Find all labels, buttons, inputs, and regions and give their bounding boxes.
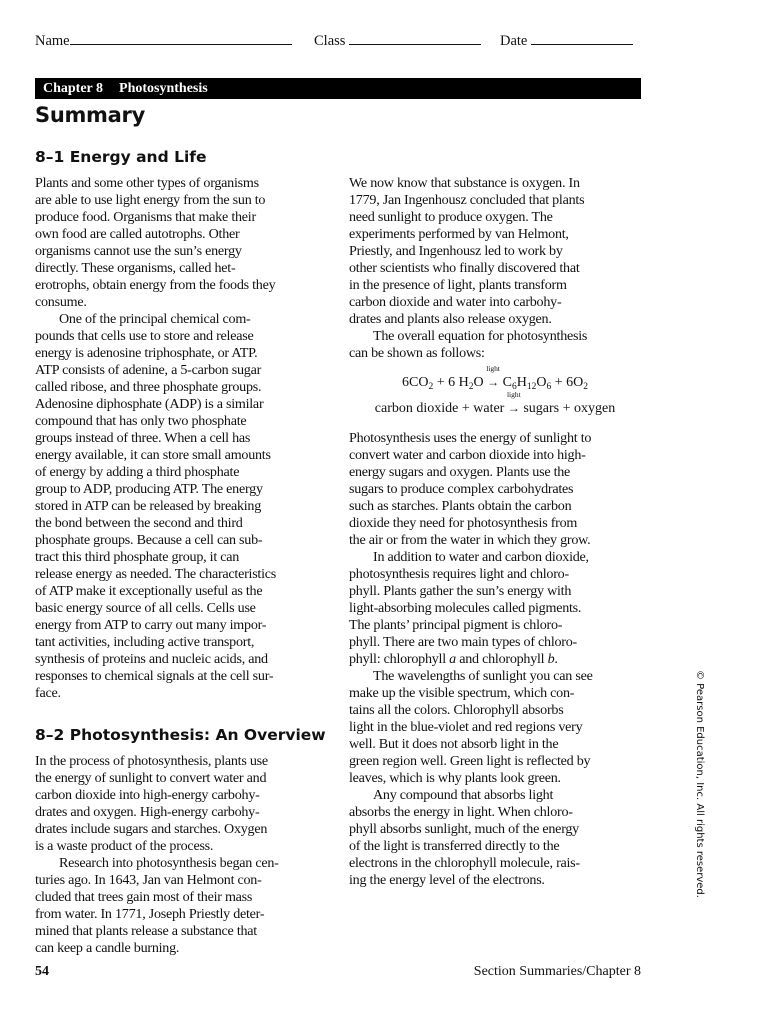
eq-glucose-h-sub: 12 <box>526 382 537 392</box>
text-line: well. But it does not absorb light in the <box>349 736 559 752</box>
text-line: light in the blue-violet and red regions very <box>349 719 583 735</box>
chemical-equation <box>349 364 641 392</box>
text-line: energy available, it can store small amounts <box>35 447 271 463</box>
copyright-text: © Pearson Education, Inc. All rights reserved. <box>694 670 705 898</box>
name-label: Name <box>35 33 70 49</box>
text-line: release energy as needed. The characteristics <box>35 566 276 582</box>
text-line: synthesis of proteins and nucleic acids, and <box>35 651 268 667</box>
text-line: of the light is transferred directly to the <box>349 838 560 854</box>
text-line: face. <box>35 685 61 701</box>
text-line: electrons in the chlorophyll molecule, rais- <box>349 855 580 871</box>
text-line: energy from ATP to carry out many impor- <box>35 617 267 633</box>
eq-glucose-c-sub: 6 <box>511 382 517 392</box>
text-line: the energy of sunlight to convert water and <box>35 770 267 786</box>
text-line: The wavelengths of sunlight you can see <box>373 668 593 684</box>
text-line: erotrophs, obtain energy from the foods they <box>35 277 276 293</box>
page-number: 54 <box>35 964 49 979</box>
text-line: In addition to water and carbon dioxide, <box>373 549 589 565</box>
word-eq-reactants: carbon dioxide + water <box>374 401 508 416</box>
text-line: is a waste product of the process. <box>35 838 214 854</box>
text-line: energy is adenosine triphosphate, or ATP. <box>35 345 258 361</box>
eq-water-sub: 2 <box>468 382 474 392</box>
text-line: phyll. There are two main types of chloro- <box>349 634 577 650</box>
text-line: directly. These organisms, called het- <box>35 260 236 276</box>
section-2-text <box>35 753 335 957</box>
eq-water-o: O <box>473 375 488 390</box>
text-line: stored in ATP can be released by breaking <box>35 498 262 514</box>
chapter-number: Chapter 8 <box>43 81 104 96</box>
text-line: mined that plants release a substance that <box>35 923 257 939</box>
text-line: drates and oxygen. High-energy carbohy- <box>35 804 260 820</box>
header-fields <box>35 30 641 52</box>
text-line: Photosynthesis uses the energy of sunlight to <box>349 430 592 446</box>
text-line: cluded that trees gain most of their mass <box>35 889 253 905</box>
date-blank <box>531 30 633 45</box>
footer-section-label: Section Summaries/Chapter 8 <box>473 964 641 979</box>
word-eq-products: sugars + oxygen <box>519 401 616 416</box>
text-line: turies ago. In 1643, Jan van Helmont con- <box>35 872 262 888</box>
eq-glucose-o-sub: 6 <box>546 382 552 392</box>
text-line: Priestly, and Ingenhousz led to work by <box>349 243 563 259</box>
text-line: ing the energy level of the electrons. <box>349 872 545 888</box>
text-line: absorbs the energy in light. When chloro- <box>349 804 573 820</box>
text-line: drates include sugars and starches. Oxygen <box>35 821 268 837</box>
text-line: make up the visible spectrum, which con- <box>349 685 575 701</box>
light-arrow-words <box>506 390 521 418</box>
word-equation <box>349 390 641 418</box>
name-blank <box>70 30 292 45</box>
name-field <box>35 30 292 50</box>
text-line: of energy by adding a third phosphate <box>35 464 240 480</box>
text-line: carbon dioxide and water into carbohy- <box>349 294 562 310</box>
text-line: other scientists who finally discovered that <box>349 260 580 276</box>
text-line: such as starches. Plants obtain the carbon <box>349 498 572 514</box>
text-line: photosynthesis requires light and chloro- <box>349 566 569 582</box>
page-title: Summary <box>35 103 145 127</box>
text-line: ATP consists of adenine, a 5-carbon sugar <box>35 362 262 378</box>
text-line: energy sugars and oxygen. Plants use the <box>349 464 571 480</box>
text-line: Adenosine diphosphate (ADP) is a similar <box>35 396 264 412</box>
text-line: experiments performed by van Helmont, <box>349 226 569 242</box>
section-heading-8-2: 8–2 Photosynthesis: An Overview <box>35 726 326 744</box>
eq-glucose-h: H <box>516 375 527 390</box>
text-line: One of the principal chemical com- <box>59 311 251 327</box>
text-line: phosphate groups. Because a cell can sub- <box>35 532 263 548</box>
text-line: consume. <box>35 294 87 310</box>
arrow-light-label: light <box>486 364 500 373</box>
text-line: can keep a candle burning. <box>35 940 180 956</box>
chapter-bar <box>35 78 641 99</box>
class-field <box>314 30 481 50</box>
text-line: phyll: chlorophyll a and chlorophyll b. <box>349 651 558 667</box>
text-line: basic energy source of all cells. Cells use <box>35 600 256 616</box>
text-line: responses to chemical signals at the cell sur- <box>35 668 274 684</box>
text-line: drates and plants also release oxygen. <box>349 311 552 327</box>
chapter-topic: Photosynthesis <box>119 81 208 96</box>
text-line: from water. In 1771, Joseph Priestly deter- <box>35 906 265 922</box>
arrow-icon-words: → <box>507 401 520 415</box>
text-line: convert water and carbon dioxide into high- <box>349 447 586 463</box>
right-column-intro <box>349 175 649 362</box>
text-line: called ribose, and three phosphate groups. <box>35 379 262 395</box>
light-arrow <box>486 364 500 392</box>
text-line: organisms cannot use the sun’s energy <box>35 243 242 259</box>
eq-co2-sub: 2 <box>428 382 434 392</box>
text-line: the air or from the water in which they grow. <box>349 532 591 548</box>
text-line: the bond between the second and third <box>35 515 243 531</box>
text-line: tract this third phosphate group, it can <box>35 549 240 565</box>
text-line: leaves, which is why plants look green. <box>349 770 561 786</box>
text-line: light-absorbing molecules called pigments. <box>349 600 582 616</box>
text-line: group to ADP, producing ATP. The energy <box>35 481 263 497</box>
text-line: The plants’ principal pigment is chloro- <box>349 617 563 633</box>
text-line: compound that has only two phosphate <box>35 413 247 429</box>
eq-co2: 6CO <box>402 375 429 390</box>
text-line: dioxide they need for photosynthesis from <box>349 515 578 531</box>
text-line: Any compound that absorbs light <box>373 787 554 803</box>
text-line: carbon dioxide into high-energy carbohy- <box>35 787 260 803</box>
eq-water-h: + 6 H <box>433 375 469 390</box>
text-line: tant activities, including active transport, <box>35 634 255 650</box>
eq-glucose-c: C <box>499 375 512 390</box>
text-line: of ATP make it exceptionally useful as the <box>35 583 263 599</box>
text-line: are able to use light energy from the sun to <box>35 192 266 208</box>
section-heading-8-1: 8–1 Energy and Life <box>35 148 207 166</box>
text-line: need sunlight to produce oxygen. The <box>349 209 553 225</box>
text-line: Plants and some other types of organisms <box>35 175 259 191</box>
text-line: in the presence of light, plants transform <box>349 277 567 293</box>
text-line: pounds that cells use to store and release <box>35 328 254 344</box>
text-line: We now know that substance is oxygen. In <box>349 175 580 191</box>
text-line: sugars to produce complex carbohydrates <box>349 481 574 497</box>
text-line: Research into photosynthesis began cen- <box>59 855 279 871</box>
eq-oxygen-sub: 2 <box>583 382 588 392</box>
text-line: 1779, Jan Ingenhousz concluded that plants <box>349 192 585 208</box>
eq-oxygen: + 6O <box>551 375 584 390</box>
text-line: can be shown as follows: <box>349 345 485 361</box>
text-line: green region well. Green light is reflected by <box>349 753 591 769</box>
eq-glucose-o: O <box>536 375 547 390</box>
text-line: phyll absorbs sunlight, much of the energy <box>349 821 579 837</box>
copyright-notice <box>689 670 705 898</box>
text-line: The overall equation for photosynthesis <box>373 328 588 344</box>
text-line: produce food. Organisms that make their <box>35 209 256 225</box>
date-field <box>500 30 633 50</box>
text-line: groups instead of three. When a cell has <box>35 430 251 446</box>
section-1-text <box>35 175 335 702</box>
class-label: Class <box>314 33 346 49</box>
text-line: In the process of photosynthesis, plants use <box>35 753 268 769</box>
text-line: phyll. Plants gather the sun’s energy with <box>349 583 572 599</box>
date-label: Date <box>500 33 528 49</box>
arrow-light-label-words: light <box>506 390 521 399</box>
text-line: own food are called autotrophs. Other <box>35 226 240 242</box>
right-column-body <box>349 430 649 889</box>
class-blank <box>349 30 481 45</box>
text-line: tains all the colors. Chlorophyll absorbs <box>349 702 564 718</box>
arrow-icon: → <box>487 375 500 389</box>
